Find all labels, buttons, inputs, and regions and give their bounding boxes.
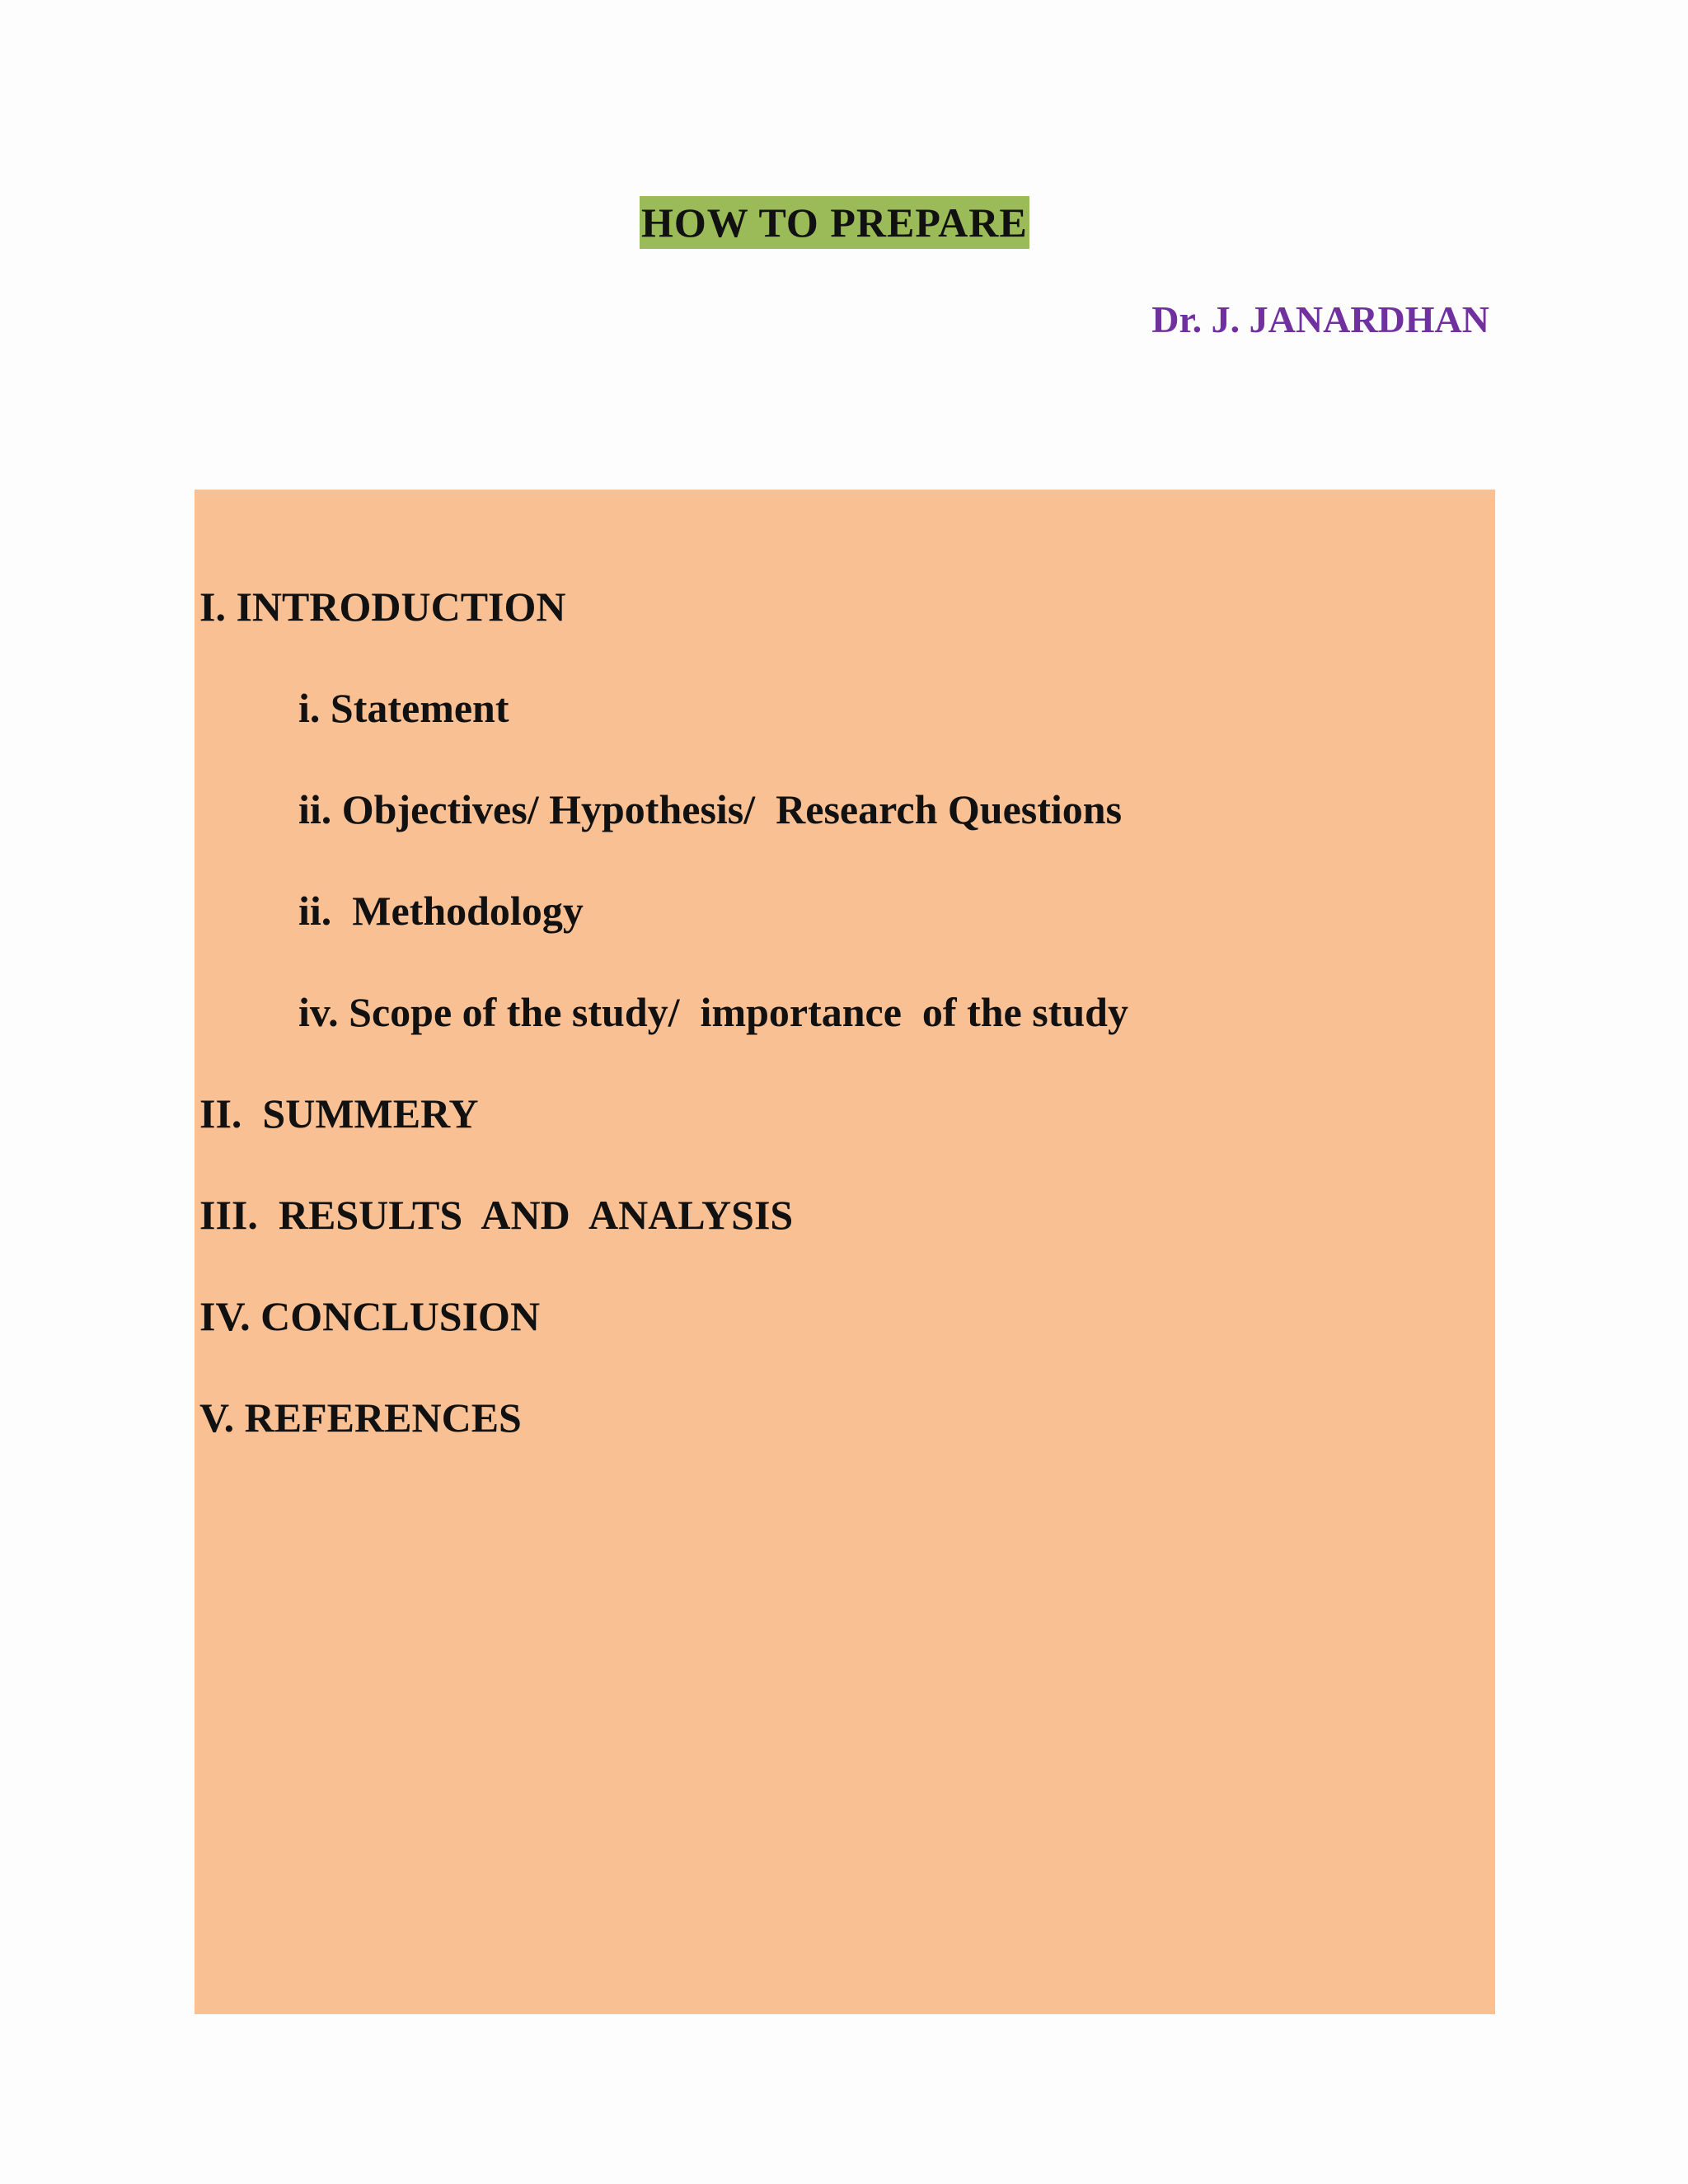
author-name: Dr. J. JANARDHAN (1151, 298, 1489, 340)
outline-panel (195, 490, 1495, 2014)
outline-item-scope: iv. Scope of the study/ importance of the study (298, 989, 1128, 1035)
outline-item-results-analysis: III. RESULTS AND ANALYSIS (199, 1192, 794, 1238)
outline-item-references: V. REFERENCES (199, 1394, 522, 1441)
outline-item-conclusion: IV. CONCLUSION (199, 1293, 541, 1339)
outline-item-introduction: I. INTRODUCTION (199, 583, 566, 630)
outline-item-summery: II. SUMMERY (199, 1090, 479, 1137)
outline-item-statement: i. Statement (298, 685, 509, 731)
outline-item-objectives: ii. Objectives/ Hypothesis/ Research Questions (298, 786, 1123, 832)
outline-list (195, 580, 1489, 1493)
outline-item-methodology: ii. Methodology (298, 888, 584, 934)
document-title: HOW TO PREPARE (640, 196, 1029, 249)
